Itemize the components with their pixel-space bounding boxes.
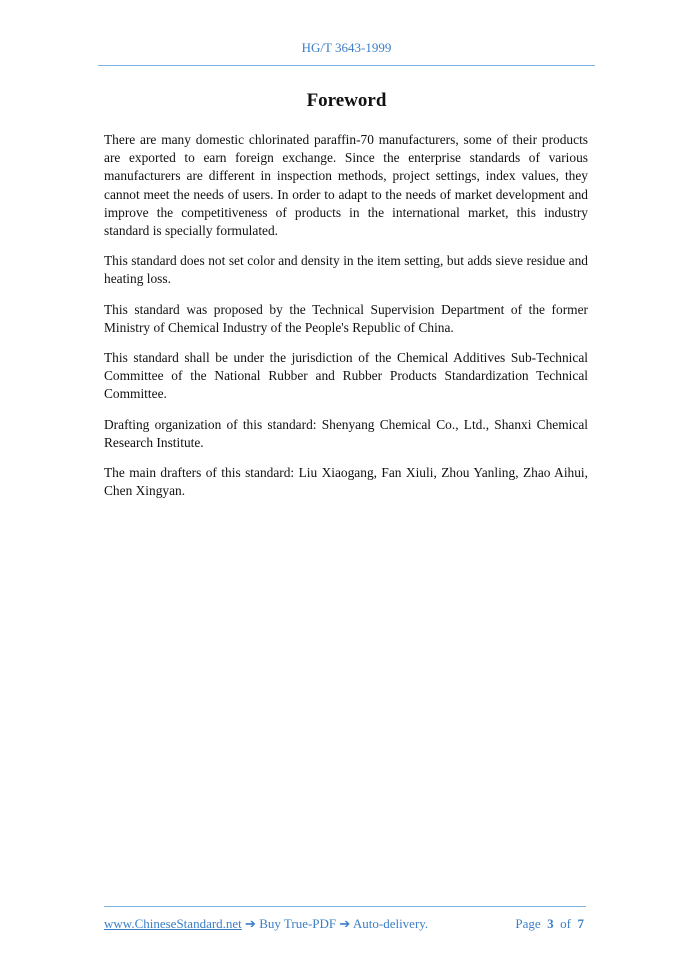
footer-promo (104, 916, 428, 932)
foreword-body (104, 131, 588, 512)
header-divider (98, 65, 595, 66)
paragraph: There are many domestic chlorinated paraffin-70 manufacturers, some of their products are exported to earn foreign exchange. Since the enterprise standards of various manufacturers are different in inspection methods, project settings, index values, they cannot meet the needs of users. In order to adapt to the needs of market development and improve the competitiveness of products in the international market, this industry standard is specially formulated. (104, 132, 588, 239)
paragraph: This standard was proposed by the Technical Supervision Department of the former Ministry of Chemical Industry of the People's Republic of China. (104, 301, 588, 335)
arrow-right-icon: ➔ (339, 916, 351, 931)
page-label: Page (515, 916, 541, 931)
page-current: 3 (547, 916, 554, 931)
paragraph: This standard shall be under the jurisdiction of the Chemical Additives Sub-Technical Committee of the National Rubber and Rubber Products Standardization Technical Committee. (104, 350, 588, 402)
paragraph: The main drafters of this standard: Liu Xiaogang, Fan Xiuli, Zhou Yanling, Zhao Aihui, Chen Xingyan. (104, 465, 588, 499)
site-link[interactable]: www.ChineseStandard.net (104, 916, 242, 931)
page-total: 7 (577, 916, 584, 931)
paragraph: Drafting organization of this standard: Shenyang Chemical Co., Ltd., Shanxi Chemical Research Institute. (104, 416, 588, 450)
document-code-header: HG/T 3643-1999 (301, 40, 392, 55)
buy-link-text: Buy True-PDF (259, 916, 337, 931)
footer-divider (104, 906, 586, 907)
paragraph: This standard does not set color and density in the item setting, but adds sieve residue and heating loss. (104, 253, 588, 287)
page-number (515, 916, 584, 932)
arrow-right-icon: ➔ (245, 916, 256, 931)
page-of: of (560, 916, 571, 931)
page-title: Foreword (306, 90, 387, 111)
delivery-text: Auto-delivery. (352, 916, 429, 931)
